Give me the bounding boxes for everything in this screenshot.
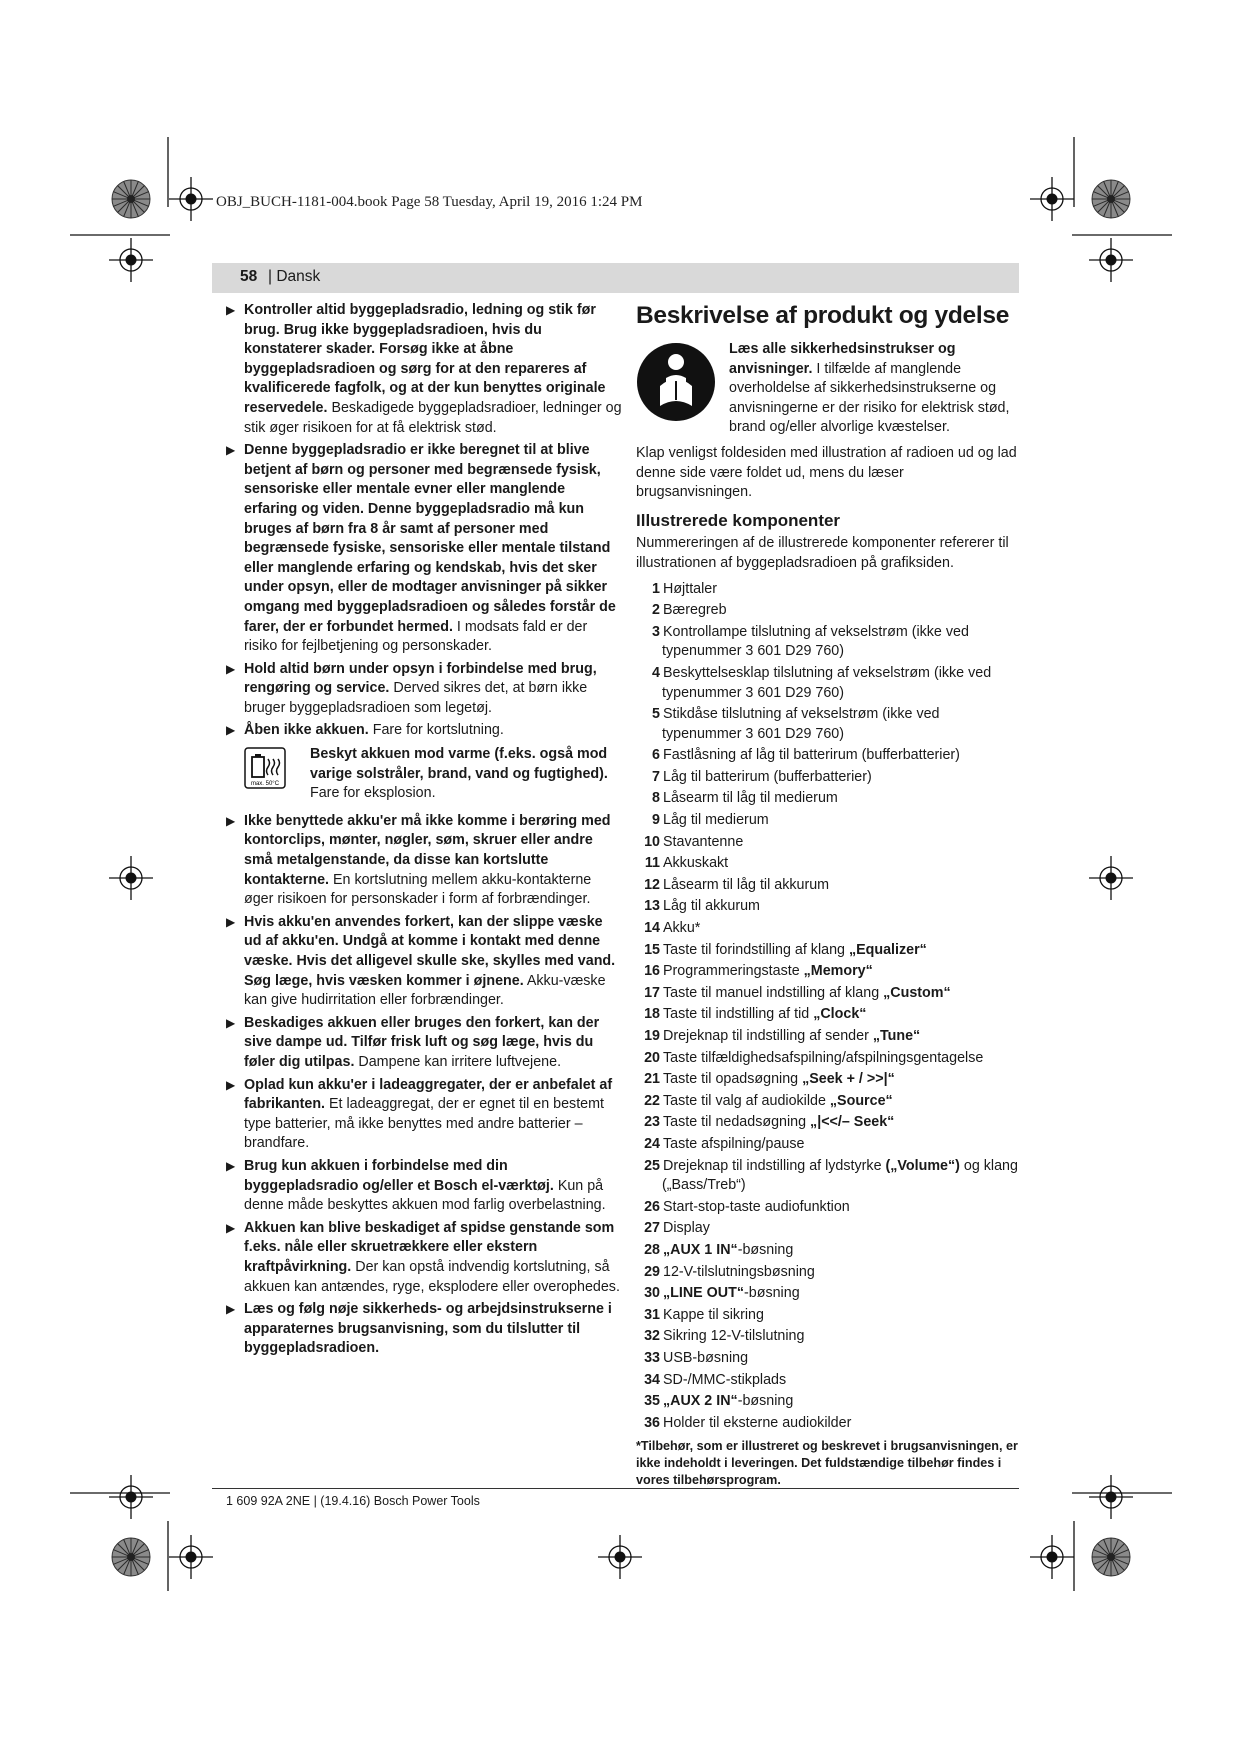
component-item: [636, 876, 1018, 896]
component-item: [636, 768, 1018, 788]
safety-bullet: [226, 812, 622, 910]
component-label: 12-V-tilslutningsbøsning: [663, 1263, 815, 1280]
component-number: 16: [644, 963, 660, 980]
component-number: 36: [644, 1414, 660, 1431]
component-label: Start-stop-taste audiofunktion: [663, 1198, 850, 1215]
component-number: 30: [644, 1285, 660, 1302]
component-item: [636, 897, 1018, 917]
component-item: [636, 1371, 1018, 1391]
component-label: Taste afspilning/pause: [663, 1135, 805, 1152]
component-item: [636, 1157, 1018, 1196]
bullet-bold-text: Oplad kun akku'er i ladeaggregater, der er anbefalet af fabrikanten.: [244, 1076, 613, 1113]
component-item: [636, 854, 1018, 874]
bullet-text: Akku-væske kan give hudirritation eller forbrændinger.: [244, 972, 606, 1009]
component-item: [636, 1327, 1018, 1347]
component-label: Drejeknap til indstilling af lydstyrke: [663, 1157, 886, 1174]
component-label: Højttaler: [663, 580, 718, 597]
component-item: [636, 705, 1018, 744]
bullet-arrow-icon: ▶: [226, 1015, 236, 1030]
component-number: 2: [652, 602, 660, 619]
component-label: Taste til opadsøgning: [663, 1071, 803, 1088]
component-label-bold: „Seek + / >>|“: [802, 1071, 895, 1088]
warning-bold: Læs alle sikkerhedsinstrukser og anvisninger.: [729, 341, 956, 377]
safety-bullet: [226, 1219, 622, 1297]
bullet-bold-text: Akkuen kan blive beskadiget af spidse genstande som f.eks. nåle eller skruetrækkere eller ekstern kraftpåvirkning.: [244, 1219, 615, 1275]
component-item: [636, 811, 1018, 831]
bullet-text: Der kan opstå indvendig kortslutning, så akkuen kan antændes, ryge, eksplodere eller overophedes.: [244, 1258, 620, 1295]
component-number: 7: [652, 768, 660, 785]
component-label-suffix: -bøsning: [737, 1393, 794, 1410]
bullet-arrow-icon: ▶: [226, 1302, 236, 1317]
components-intro: Nummereringen af de illustrerede komponenter refererer til illustrationen af byggepladsradioen på grafiksiden.: [636, 535, 1009, 571]
component-label: Kontrollampe tilslutning af vekselstrøm (ikke ved typenummer 3 601 D29 760): [662, 623, 969, 660]
component-label-bold: „Tune“: [872, 1028, 921, 1044]
component-item: [636, 1219, 1018, 1239]
component-label: Kappe til sikring: [663, 1306, 764, 1323]
component-item: [636, 623, 1018, 662]
battery-note-text: Fare for eksplosion.: [310, 785, 436, 802]
bullet-arrow-icon: ▶: [226, 661, 236, 676]
component-item: [636, 580, 1018, 600]
component-item: [636, 1306, 1018, 1326]
component-item: [636, 1135, 1018, 1155]
component-number: 17: [644, 984, 660, 1001]
safety-bullet: [226, 721, 622, 741]
component-item: [636, 919, 1018, 939]
component-number: 28: [644, 1241, 660, 1258]
bullet-bold-text: Ikke benyttede akku'er må ikke komme i berøring med kontorclips, mønter, nøgler, søm, skruer eller andre små metalgenstande, da disse kan kortslutte kontakterne.: [244, 812, 611, 888]
battery-heat-icon: [244, 747, 286, 789]
component-label: USB-bøsning: [663, 1349, 749, 1366]
bullet-bold-text: Åben ikke akkuen.: [244, 722, 369, 739]
bullet-bold-text: Læs og følg nøje sikkerheds- og arbejdsinstrukserne i apparaternes brugsanvisning, som du tilslutter til byggepladsradioen.: [244, 1301, 612, 1357]
print-slug: OBJ_BUCH-1181-004.book Page 58 Tuesday, April 19, 2016 1:24 PM: [216, 194, 643, 210]
safety-bullet: [226, 1157, 622, 1216]
component-label: Fastlåsning af låg til batterirum (bufferbatterier): [663, 747, 960, 764]
bullet-text: I modsats fald er der risiko for fejlbetjening og personskader.: [244, 618, 588, 655]
component-item: [636, 1263, 1018, 1283]
component-number: 23: [644, 1114, 660, 1131]
page-footer: 1 609 92A 2NE | (19.4.16) Bosch Power Tools: [226, 1494, 480, 1508]
component-number: 18: [644, 1006, 660, 1023]
component-number: 4: [652, 664, 660, 681]
component-item: [636, 1198, 1018, 1218]
safety-bullet: [226, 301, 622, 438]
component-label: Stavantenne: [663, 833, 744, 850]
component-label: Låsearm til låg til medierum: [663, 790, 838, 807]
component-label: Sikring 12-V-tilslutning: [663, 1328, 805, 1345]
safety-bullet: [226, 1014, 622, 1073]
fold-note: Klap venligst foldesiden med illustration af radioen ud og lad denne side være foldet ud, mens du læser brugsanvisningen.: [636, 444, 1017, 501]
bullet-text: En kortslutning mellem akku-kontakterne øger risikoen for personskader i form af forbrændinger.: [244, 871, 592, 908]
component-number: 9: [652, 812, 660, 829]
component-label-bold: „Memory“: [803, 963, 873, 980]
component-item: [636, 1027, 1018, 1047]
safety-bullet: [226, 1076, 622, 1154]
component-label-bold: „|<</– Seek“: [810, 1114, 895, 1131]
component-item: [636, 1284, 1018, 1304]
component-label: Bæregreb: [663, 602, 727, 619]
left-column: [226, 301, 622, 1362]
component-number: 10: [644, 833, 660, 850]
component-number: 35: [644, 1393, 660, 1410]
component-item: [636, 962, 1018, 982]
bullet-arrow-icon: ▶: [226, 1220, 236, 1235]
page-language: [268, 268, 320, 286]
component-label: Holder til eksterne audiokilder: [663, 1414, 852, 1431]
component-number: 26: [644, 1198, 660, 1215]
bullet-text: Derved sikres det, at børn ikke bruger byggepladsradioen som legetøj.: [244, 680, 588, 716]
component-item: [636, 1005, 1018, 1025]
page-header-band: [212, 263, 1019, 293]
component-label: Låsearm til låg til akkurum: [663, 876, 830, 893]
bullet-bold-text: Hvis akku'en anvendes forkert, kan der slippe væske ud af akku'en. Undgå at komme i kontakt med denne væske. Hvis det alligevel skulle ske, skylles med vand. Søg læge, hvis væsken kommer i øjnene.: [244, 913, 616, 989]
component-number: 5: [652, 706, 660, 723]
component-label-bold: „Clock“: [813, 1006, 867, 1023]
header-language: Dansk: [276, 268, 321, 285]
component-number: 6: [652, 747, 660, 764]
component-label: Taste til manuel indstilling af klang: [663, 984, 884, 1001]
component-number: 3: [652, 623, 660, 640]
page-number: 58: [240, 268, 258, 285]
bullet-arrow-icon: ▶: [226, 1158, 236, 1173]
components-heading: Illustrerede komponenter: [636, 510, 841, 530]
component-number: 27: [644, 1220, 660, 1237]
component-number: 34: [644, 1371, 660, 1388]
component-item: [636, 746, 1018, 766]
component-number: 12: [644, 876, 660, 893]
footer-rule: [212, 1488, 1019, 1489]
component-number: 15: [644, 941, 660, 958]
component-item: [636, 601, 1018, 621]
component-label-bold: „Equalizer“: [848, 941, 927, 958]
component-label: Display: [663, 1220, 710, 1237]
component-number: 13: [644, 898, 660, 915]
component-number: 21: [644, 1071, 660, 1088]
component-item: [636, 1070, 1018, 1090]
component-number: 31: [644, 1306, 660, 1323]
component-item: [636, 941, 1018, 961]
bullet-arrow-icon: ▶: [226, 303, 236, 317]
component-list: [636, 580, 1018, 1434]
section-title: Beskrivelse af produkt og ydelse: [636, 302, 1010, 329]
component-label-bold: „LINE OUT“: [663, 1285, 745, 1302]
component-item: [636, 984, 1018, 1004]
component-label: Låg til medierum: [663, 812, 769, 829]
component-label: Drejeknap til indstilling af sender: [663, 1028, 873, 1044]
component-number: 25: [644, 1157, 660, 1174]
component-number: 33: [644, 1349, 660, 1366]
component-number: 8: [652, 790, 660, 807]
component-number: 20: [644, 1049, 660, 1066]
component-item: [636, 1113, 1018, 1133]
component-label: Taste til valg af audiokilde: [663, 1092, 830, 1109]
safety-bullet: [226, 660, 622, 719]
component-label: SD-/MMC-stikplads: [663, 1371, 787, 1388]
component-label: Taste til nedadsøgning: [663, 1114, 811, 1131]
component-number: 14: [644, 920, 660, 937]
header-separator: |: [268, 268, 277, 285]
component-number: 29: [644, 1263, 660, 1280]
safety-bullet: [226, 441, 622, 657]
component-item: [636, 1241, 1018, 1261]
bullet-text: Et ladeaggregat, der er egnet til en bestemt type batterier, må ikke benyttes med andre batterier – brandfare.: [244, 1096, 605, 1152]
bullet-text: Fare for kortslutning.: [368, 722, 504, 739]
component-number: 24: [644, 1135, 660, 1152]
component-item: [636, 789, 1018, 809]
component-number: 1: [652, 580, 660, 597]
battery-icon-caption: max. 50°C: [250, 781, 280, 788]
bullet-arrow-icon: ▶: [226, 443, 236, 458]
bullet-arrow-icon: ▶: [226, 914, 236, 929]
bullet-arrow-icon: ▶: [226, 723, 236, 738]
bullet-bold-text: Kontroller altid byggepladsradio, ledning og stik før brug. Brug ikke byggepladsradioen, hvis du konstaterer skader. Forsøg ikke at åbne byggepladsradioen og sørg for at den repareres af kvalificerede fagfolk, og at der kun benyttes originale reservedele.: [244, 302, 606, 416]
battery-heat-note: [244, 745, 622, 804]
battery-note-bold: Beskyt akkuen mod varme (f.eks. også mod varige solstråler, brand, vand og fugtighed).: [310, 746, 608, 782]
bullet-bold-text: Denne byggepladsradio er ikke beregnet til at blive betjent af børn og personer med begrænsede fysisk, sensoriske eller mentale evner eller manglende erfaring og viden. Denne byggepladsradio må kun bruges af børn fra 8 år samt af personer med begrænsede fysiske, sensoriske eller mentale tilstand eller manglende erfaring og kendskab, hvis det sker under opsyn, eller de modtager anvisninger på sikker omgang med byggepladsradioen og således forstår de farer, der er forbundet hermed.: [244, 442, 616, 635]
component-label: Beskyttelsesklap tilslutning af vekselstrøm (ikke ved typenummer 3 601 D29 760): [662, 664, 992, 701]
component-number: 11: [644, 855, 660, 872]
bullet-arrow-icon: ▶: [226, 813, 236, 828]
right-column: [636, 301, 1018, 1489]
bullet-text: Kun på denne måde beskyttes akkuen mod farlig overbelastning.: [244, 1177, 606, 1214]
component-item: [636, 1349, 1018, 1369]
read-instructions-warning: [636, 340, 1018, 438]
component-label-suffix: -bøsning: [737, 1241, 794, 1258]
read-manual-icon: [636, 342, 716, 422]
bullet-bold-text: Beskadiges akkuen eller bruges den forkert, kan der sive dampe ud. Tilfør frisk luft og søg læge, hvis du føler dig utilpas.: [244, 1014, 600, 1070]
bullet-bold-text: Hold altid børn under opsyn i forbindelse med brug, rengøring og service.: [244, 660, 597, 697]
component-item: [636, 1414, 1018, 1434]
bullet-bold-text: Brug kun akkuen i forbindelse med din byggepladsradio og/eller et Bosch el-værktøj.: [244, 1157, 554, 1194]
component-item: [636, 1049, 1018, 1069]
component-number: 22: [644, 1092, 660, 1109]
component-label: Taste til indstilling af tid: [663, 1006, 814, 1023]
warning-text: I tilfælde af manglende overholdelse af sikkerhedsinstrukserne og anvisningerne er der risiko for elektrisk stød, brand og/eller alvorlige kvæstelser.: [729, 360, 1010, 436]
component-item: [636, 1392, 1018, 1412]
component-label-bold: „Custom“: [883, 984, 951, 1001]
component-number: 32: [644, 1328, 660, 1345]
component-label: Låg til akkurum: [663, 898, 760, 915]
component-item: [636, 833, 1018, 853]
component-label: Låg til batterirum (bufferbatterier): [663, 768, 872, 785]
component-label: Taste til forindstilling af klang: [663, 941, 849, 958]
component-number: 19: [644, 1028, 660, 1044]
bullet-text: Dampene kan irritere luftvejene.: [354, 1053, 562, 1070]
accessory-footnote: *Tilbehør, som er illustreret og beskrevet i brugsanvisningen, er ikke indeholdt i leveringen. Det fuldstændige tilbehør findes i vores tilbehørsprogram.: [636, 1439, 1018, 1488]
component-label-bold: „AUX 2 IN“: [663, 1393, 738, 1410]
safety-bullet: [226, 1300, 622, 1359]
component-label: Akku*: [663, 920, 701, 937]
component-item: [636, 664, 1018, 703]
component-label-suffix: og klang („Bass/Treb“): [662, 1157, 1018, 1194]
component-label-bold: „Source“: [829, 1092, 893, 1109]
component-label: Taste tilfældighedsafspilning/afspilningsgentagelse: [663, 1049, 984, 1066]
bullet-text: Beskadigede byggepladsradioer, ledninger og stik øger risikoen for at få elektrisk stød.: [244, 399, 622, 436]
component-label-suffix: -bøsning: [744, 1285, 800, 1302]
component-label-bold: („Volume“): [885, 1157, 960, 1174]
component-label-bold: „AUX 1 IN“: [663, 1241, 738, 1258]
component-label: Stikdåse tilslutning af vekselstrøm (ikke ved typenummer 3 601 D29 760): [662, 706, 940, 742]
safety-bullet: [226, 913, 622, 1011]
component-item: [636, 1092, 1018, 1112]
bullet-arrow-icon: ▶: [226, 1077, 236, 1092]
component-label: Akkuskakt: [663, 855, 729, 872]
component-label: Programmeringstaste: [663, 963, 804, 980]
